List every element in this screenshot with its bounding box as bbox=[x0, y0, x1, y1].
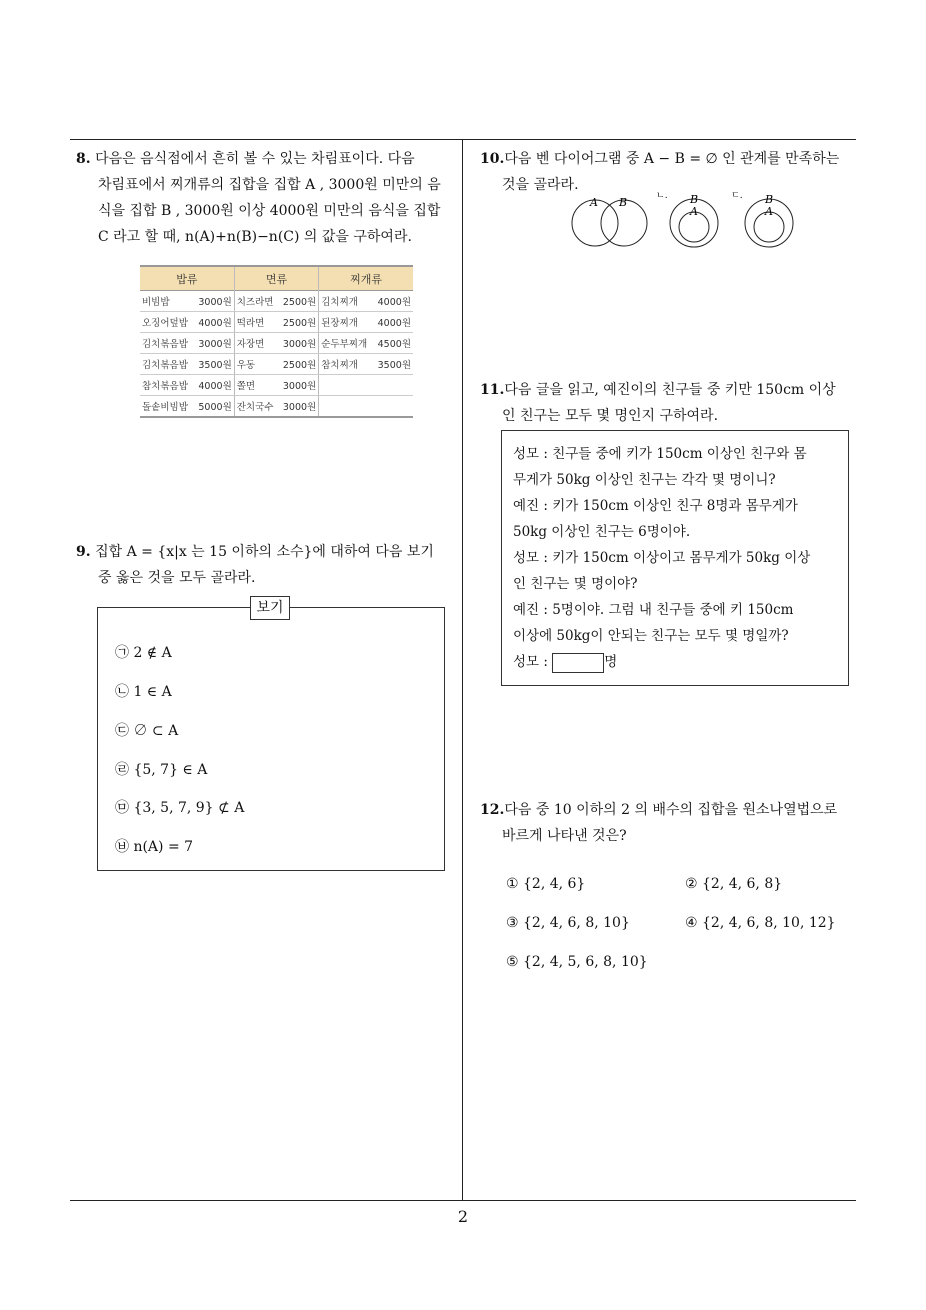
answer-choice-5[interactable]: ⑤ {2, 4, 5, 6, 8, 10} bbox=[506, 954, 648, 970]
question-number: 8. bbox=[76, 151, 91, 167]
page-number: 2 bbox=[457, 1207, 469, 1226]
menu-item-price: 5000원 bbox=[198, 402, 232, 413]
menu-item-price: 4000원 bbox=[377, 297, 411, 308]
venn-label: A bbox=[765, 205, 773, 218]
bogi-option: ㉣ {5, 7} ∈ A bbox=[115, 762, 208, 778]
answer-blank[interactable] bbox=[552, 653, 604, 673]
question-number: 12. bbox=[480, 802, 505, 818]
dialogue-line: 이상에 50kg이 안되는 친구는 모두 몇 명일까? bbox=[513, 628, 789, 644]
venn-diagram-a bbox=[572, 196, 647, 246]
menu-item-name: 자장면 bbox=[236, 339, 265, 350]
menu-item-name: 쫄면 bbox=[236, 381, 256, 392]
menu-item-name: 순두부찌개 bbox=[321, 339, 368, 350]
bogi-option: ㉢ ∅ ⊂ A bbox=[115, 723, 179, 739]
venn-number: ㄴ. bbox=[656, 191, 668, 201]
venn-label: B bbox=[690, 193, 699, 206]
question-number: 10. bbox=[480, 151, 505, 167]
question-text-line: 인 친구는 모두 몇 명인지 구하여라. bbox=[502, 408, 719, 424]
menu-header: 찌개류 bbox=[319, 266, 413, 291]
question-text-line: 중 옳은 것을 모두 골라라. bbox=[98, 570, 256, 586]
menu-item-price: 3000원 bbox=[282, 381, 317, 392]
bogi-title: 보기 bbox=[250, 596, 290, 620]
menu-item-price: 4000원 bbox=[198, 318, 232, 329]
menu-item-price: 3000원 bbox=[198, 297, 232, 308]
dialogue-answer-line bbox=[513, 649, 617, 675]
menu-item-name: 참치찌개 bbox=[321, 360, 358, 371]
dialogue-line: 인 친구는 몇 명이야? bbox=[513, 576, 638, 592]
venn-diagram-b bbox=[656, 191, 718, 247]
dialogue-line: 50kg 이상인 친구는 6명이야. bbox=[513, 524, 691, 540]
dialogue-line: 성모 : 친구들 중에 키가 150cm 이상인 친구와 몸 bbox=[513, 446, 807, 462]
menu-item-price: 3500원 bbox=[198, 360, 232, 371]
question-number: 11. bbox=[480, 382, 505, 398]
question-text-line: 바르게 나타낸 것은? bbox=[502, 828, 627, 844]
menu-item-name: 오징어덮밥 bbox=[142, 318, 188, 329]
answer-choice-3[interactable]: ③ {2, 4, 6, 8, 10} bbox=[506, 915, 630, 931]
menu-item-name: 김치찌개 bbox=[321, 297, 358, 308]
answer-choice-4[interactable]: ④ {2, 4, 6, 8, 10, 12} bbox=[685, 915, 836, 931]
dialogue-line: 예진 : 키가 150cm 이상인 친구 8명과 몸무게가 bbox=[513, 498, 798, 514]
menu-item-price: 3500원 bbox=[377, 360, 411, 371]
menu-item-price: 4000원 bbox=[377, 318, 411, 329]
menu-item-price: 2500원 bbox=[282, 318, 317, 329]
menu-item-name: 돌솥비빔밥 bbox=[142, 402, 188, 413]
menu-item-name: 김치볶음밥 bbox=[142, 339, 188, 350]
bogi-option: ㉠ 2 ∉ A bbox=[115, 645, 172, 661]
question-text-line: C 라고 할 때, n(A)+n(B)−n(C) 의 값을 구하여라. bbox=[98, 229, 412, 245]
menu-item-price: 3000원 bbox=[282, 339, 317, 350]
venn-diagram-c bbox=[731, 191, 793, 247]
venn-label: B bbox=[765, 193, 774, 206]
menu-item-name: 치즈라면 bbox=[236, 297, 274, 308]
menu-item-name: 참치볶음밥 bbox=[142, 381, 188, 392]
question-12 bbox=[480, 797, 865, 849]
menu-item-name: 잔치국수 bbox=[236, 402, 274, 413]
dialogue-line: 성모 : 키가 150cm 이상이고 몸무게가 50kg 이상 bbox=[513, 550, 811, 566]
question-text-line: 식을 집합 B , 3000원 이상 4000원 미만의 음식을 집합 bbox=[98, 203, 441, 219]
question-text-line: 다음은 음식점에서 흔히 볼 수 있는 차림표이다. 다음 bbox=[95, 151, 415, 167]
answer-choice-2[interactable]: ② {2, 4, 6, 8} bbox=[685, 876, 783, 892]
bogi-option: ㉡ 1 ∈ A bbox=[115, 684, 172, 700]
menu-item-price: 3000원 bbox=[282, 402, 317, 413]
menu-item-price: 2500원 bbox=[282, 297, 317, 308]
venn-label: B bbox=[619, 196, 628, 209]
menu-item-name: 비빔밥 bbox=[142, 297, 170, 308]
answer-unit: 명 bbox=[604, 654, 618, 670]
question-number: 9. bbox=[76, 544, 91, 560]
question-text-line: 다음 글을 읽고, 예진이의 친구들 중 키만 150cm 이상 bbox=[504, 382, 836, 398]
question-text-line: 다음 벤 다이어그램 중 A − B = ∅ 인 관계를 만족하는 bbox=[504, 151, 840, 167]
menu-item-name: 김치볶음밥 bbox=[142, 360, 188, 371]
venn-label: A bbox=[590, 196, 598, 209]
bogi-option: ㉥ n(A) = 7 bbox=[115, 839, 194, 855]
dialogue-speaker: 성모 : bbox=[513, 654, 548, 670]
menu-item-price: 4000원 bbox=[198, 381, 232, 392]
bogi-option: ㉤ {3, 5, 7, 9} ⊄ A bbox=[115, 800, 245, 816]
menu-item-name: 떡라면 bbox=[236, 318, 265, 329]
question-text-line: 것을 골라라. bbox=[502, 177, 579, 193]
venn-label: A bbox=[690, 205, 698, 218]
question-text-line: 차림표에서 찌개류의 집합을 집합 A , 3000원 미만의 음 bbox=[98, 177, 441, 193]
menu-item-name: 된장찌개 bbox=[321, 318, 358, 329]
dialogue-line: 무게가 50kg 이상인 친구는 각각 몇 명이니? bbox=[513, 472, 776, 488]
menu-item-price: 2500원 bbox=[282, 360, 317, 371]
answer-choice-1[interactable]: ① {2, 4, 6} bbox=[506, 876, 586, 892]
question-11 bbox=[480, 377, 865, 429]
menu-item-name: 우동 bbox=[236, 360, 256, 371]
question-text-line: 다음 중 10 이하의 2 의 배수의 집합을 원소나열법으로 bbox=[504, 802, 838, 818]
question-text-line: 집합 A = {x|x 는 15 이하의 소수}에 대하여 다음 보기 bbox=[95, 544, 434, 560]
menu-header: 면류 bbox=[234, 266, 318, 291]
menu-item-price: 3000원 bbox=[198, 339, 232, 350]
dialogue-line: 예진 : 5명이야. 그럼 내 친구들 중에 키 150cm bbox=[513, 602, 794, 618]
venn-number: ㄷ. bbox=[731, 191, 743, 201]
menu-header: 밥류 bbox=[140, 266, 234, 291]
menu-item-price: 4500원 bbox=[377, 339, 411, 350]
